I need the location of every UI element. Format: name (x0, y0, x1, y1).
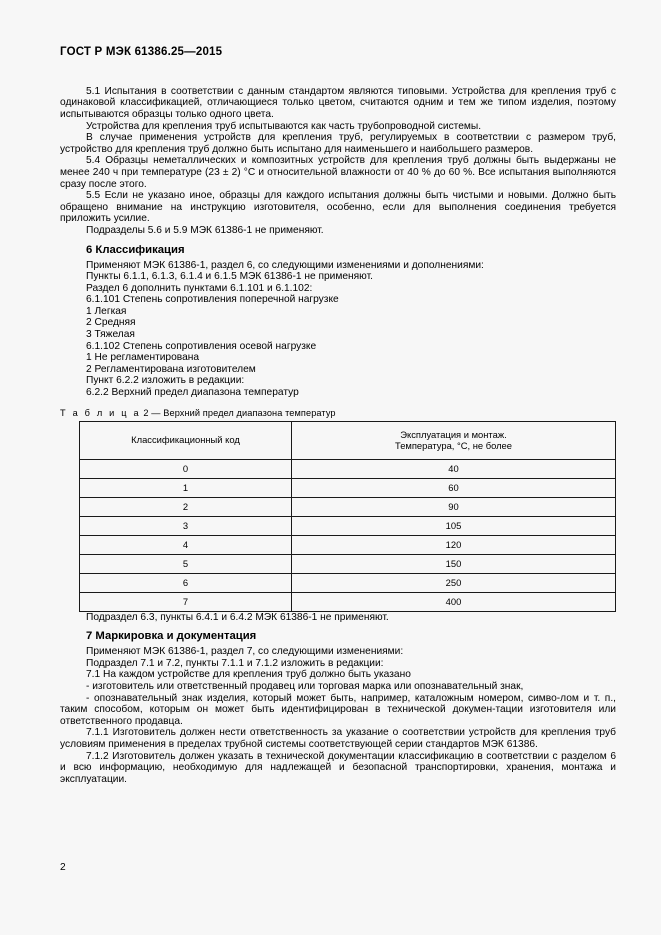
table-row (80, 497, 616, 516)
cell-classification-code: 6 (80, 573, 292, 592)
cell-classification-code: 0 (80, 459, 292, 478)
section6-line-7: 6.1.102 Степень сопротивления осевой нагрузке (86, 340, 317, 352)
table-2-caption (60, 408, 616, 418)
cell-temperature: 120 (292, 535, 616, 554)
table-row (80, 592, 616, 611)
column-header-line-2: Температура, °С, не более (395, 439, 512, 451)
section6-line-8: 1 Не регламентирована (86, 352, 200, 364)
section7-bullet-2: - опознавательный знак изделия, который может быть, например, каталожным номером, симво-лом и т. п., таким способом, которым он может быть идентифицирован в технической докумен-тации изготовителя или ответственного продавца. (60, 692, 616, 727)
section6-line-4: 1 Легкая (86, 305, 127, 317)
cell-temperature: 90 (292, 497, 616, 516)
table-caption-number: 2 (143, 407, 149, 418)
table-body (80, 459, 616, 611)
paragraph-5-4: 5.4 Образцы неметаллических и композитных устройств для крепления труб должны быть выдержаны не менее 240 ч при температуре (23 ± 2) °С и относительной влажности от 40 % до 60 %. Все испытания выполняются сразу после этого. (60, 155, 616, 190)
section7-line-0: Применяют МЭК 61386-1, раздел 7, со следующими изменениями: (86, 646, 404, 658)
section6-line-9: 2 Регламентирована изготовителем (86, 363, 256, 375)
cell-classification-code: 2 (80, 497, 292, 516)
table-row (80, 516, 616, 535)
paragraph-5-6: Подразделы 5.6 и 5.9 МЭК 61386-1 не применяют. (86, 224, 324, 236)
table-row (80, 535, 616, 554)
table-header-row (80, 421, 616, 459)
section6-line-10: Пункт 6.2.2 изложить в редакции: (86, 375, 245, 387)
document-standard-header: ГОСТ Р МЭК 61386.25—2015 (60, 46, 223, 58)
table-temperature-upper-limit (79, 421, 616, 612)
cell-temperature: 250 (292, 573, 616, 592)
cell-classification-code: 5 (80, 554, 292, 573)
section6-line-2: Раздел 6 дополнить пунктами 6.1.101 и 6.1.102: (86, 282, 313, 294)
table-row (80, 573, 616, 592)
section7-bullet-1: - изготовитель или ответственный продавец или торговая марка или опознавательный знак, (86, 681, 524, 693)
table-caption-dash: — (151, 407, 161, 418)
section6-line-0: Применяют МЭК 61386-1, раздел 6, со следующими изменениями и дополнениями: (86, 259, 484, 271)
cell-temperature: 400 (292, 592, 616, 611)
section6-line-3: 6.1.101 Степень сопротивления поперечной нагрузке (86, 294, 339, 306)
table-row (80, 459, 616, 478)
page-content (60, 46, 616, 785)
paragraph-7-1-2: 7.1.2 Изготовитель должен указать в технической документации классификацию в соответствии с разделом 6 и всю информацию, необходимую для надлежащей и безопасной транспортировки, хранения, монтажа и эксплуатации. (60, 750, 616, 785)
cell-classification-code: 3 (80, 516, 292, 535)
paragraph-5-2: Устройства для крепления труб испытываются как часть трубопроводной системы. (86, 120, 482, 132)
paragraph-5-1: 5.1 Испытания в соответствии с данным стандартом являются типовыми. Устройства для крепления труб с одинаковой классификацией, отличающиеся только цветом, считаются одним и тем же типом изделия, поэтому испытываются образцы только одного цвета. (60, 85, 616, 120)
section6-line-6: 3 Тяжелая (86, 329, 135, 341)
section6-line-11: 6.2.2 Верхний предел диапазона температур (86, 387, 299, 399)
table-caption-label: Т а б л и ц а (60, 407, 141, 418)
cell-classification-code: 7 (80, 592, 292, 611)
column-header-operation-temperature (292, 421, 616, 459)
cell-temperature: 40 (292, 459, 616, 478)
table-caption-title: Верхний предел диапазона температур (163, 407, 336, 418)
table-row (80, 554, 616, 573)
column-header-line-1: Эксплуатация и монтаж. (400, 428, 507, 440)
cell-temperature: 105 (292, 516, 616, 535)
section6-after-table-line: Подраздел 6.3, пункты 6.4.1 и 6.4.2 МЭК 61386-1 не применяют. (86, 611, 389, 623)
heading-section-6: 6 Классификация (86, 243, 185, 256)
page-number: 2 (60, 862, 66, 873)
section6-line-1: Пункты 6.1.1, 6.1.3, 6.1.4 и 6.1.5 МЭК 61386-1 не применяют. (86, 271, 373, 283)
column-header-classification-code: Классификационный код (80, 421, 292, 459)
table-head (80, 421, 616, 459)
paragraph-5-3: В случае применения устройств для крепления труб, регулируемых в соответствии с размером труб, устройство для крепления труб должно быть испытано для наименьшего и наибольшего размеров. (60, 132, 616, 155)
cell-temperature: 150 (292, 554, 616, 573)
paragraph-7-1-1: 7.1.1 Изготовитель должен нести ответственность за указание о соответствии устройств для крепления труб условиям применения в пределах трубной системы соответствующей серии стандартов МЭК 61386. (60, 727, 616, 750)
cell-temperature: 60 (292, 478, 616, 497)
cell-classification-code: 1 (80, 478, 292, 497)
section6-line-5: 2 Средняя (86, 317, 136, 329)
cell-classification-code: 4 (80, 535, 292, 554)
table-row (80, 478, 616, 497)
heading-section-7: 7 Маркировка и документация (86, 630, 257, 643)
section7-line-1: Подраздел 7.1 и 7.2, пункты 7.1.1 и 7.1.2 изложить в редакции: (86, 657, 384, 669)
paragraph-5-5: 5.5 Если не указано иное, образцы для каждого испытания должны быть чистыми и новыми. Должно быть обращено внимание на инструкцию изготовителя, особенно, если для выполнения соединения требуется приложить усилие. (60, 190, 616, 225)
section7-line-2: 7.1 На каждом устройстве для крепления труб должно быть указано (86, 669, 411, 681)
